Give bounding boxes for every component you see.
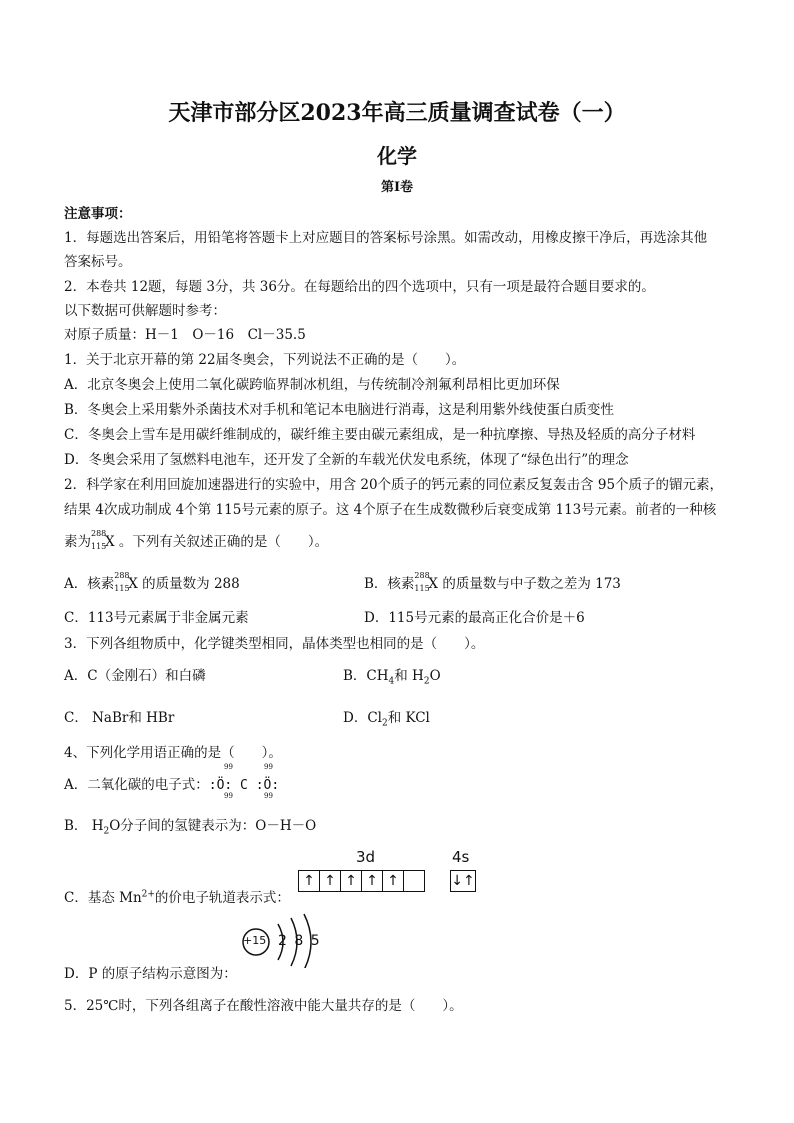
orbital-3d-box: ↑ xyxy=(341,871,362,891)
q4-stem: 4、下列化学用语正确的是（ ）。 xyxy=(64,745,282,761)
part-label: 第Ⅰ卷 xyxy=(380,180,414,195)
q4-c-part1: C．基态 Mn xyxy=(64,890,142,906)
q3-option-c: C． NaBr和 HBr xyxy=(64,710,175,726)
q3-b-sub2: 2 xyxy=(423,676,430,687)
co2-electron-formula: :Ö: C :Ö: xyxy=(208,778,280,793)
notes-item-1: 1．每题选出答案后，用铅笔将答题卡上对应题目的答案标号涂黑。如需改动，用橡皮擦干净后，再选涂其他 xyxy=(64,230,708,246)
notes-item-2: 2．本卷共 12题，每题 3分，共 36分。在每题给出的四个选项中，只有一项是最符合题目要求的。 xyxy=(64,279,655,295)
q3-b-part1: B．CH xyxy=(343,668,389,684)
q1-option-b: B．冬奥会上采用紫外杀菌技术对手机和笔记本电脑进行消毒，这是利用紫外线使蛋白质变性 xyxy=(64,402,614,418)
q2-stem-suffix: X 。下列有关叙述正确的是（ ）。 xyxy=(105,534,329,550)
q2-b-suffix: X 的质量数与中子数之差为 173 xyxy=(428,576,621,592)
q3-d-part1: D．Cl xyxy=(343,710,382,726)
q3-stem: 3．下列各组物质中，化学键类型相同，晶体类型也相同的是（ ）。 xyxy=(64,636,485,652)
orbital-3d-box: ↑ xyxy=(383,871,404,891)
electron-dots-top-left: 99 xyxy=(224,763,233,771)
nuclide-symbol xyxy=(114,570,130,595)
nuclide-symbol xyxy=(91,528,107,553)
atomic-masses: 对原子质量：H－1 O－16 Cl－35.5 xyxy=(64,327,306,343)
atomic-number: 115 xyxy=(414,583,430,593)
subject-title: 化学 xyxy=(377,144,417,168)
q4-option-c xyxy=(64,886,290,906)
notes-item-1-cont: 答案标号。 xyxy=(64,254,132,270)
q3-b-part2: 和 H xyxy=(394,668,424,684)
q2-b-prefix: B．核素 xyxy=(364,576,415,592)
q3-d-sub: 2 xyxy=(381,718,388,729)
q4-a-text: A．二氧化碳的电子式： xyxy=(64,777,209,793)
q4-c-charge: 2+ xyxy=(141,889,155,900)
q3-d-part2: 和 KCl xyxy=(387,710,430,726)
orbital-3d-box: ↑ xyxy=(320,871,341,891)
mass-number: 288 xyxy=(414,570,430,580)
q2-stem-prefix: 素为 xyxy=(64,534,91,550)
orbital-3d-box: ↑ xyxy=(299,871,320,891)
notes-reference: 以下数据可供解题时参考： xyxy=(64,303,226,319)
q1-stem: 1．关于北京开幕的第 22届冬奥会，下列说法不正确的是（ ）。 xyxy=(64,352,466,368)
orbital-3d-boxes xyxy=(298,870,425,892)
q1-option-d: D．冬奥会采用了氢燃料电池车，还开发了全新的车载光伏发电系统，体现了“绿色出行”的理念 xyxy=(64,452,629,468)
q2-stem-line2: 结果 4次成功制成 4个第 115号元素的原子。这 4个原子在生成数微秒后衰变成第 113号元素。前者的一种核 xyxy=(64,502,717,518)
nuclide-symbol xyxy=(414,570,430,595)
nucleus-charge: +15 xyxy=(243,934,267,947)
q4-option-a xyxy=(64,773,279,793)
mass-number: 288 xyxy=(91,528,107,538)
q4-option-b xyxy=(64,814,316,837)
electron-dots-bottom-right: 99 xyxy=(264,792,273,800)
q3-b-sub1: 4 xyxy=(388,676,395,687)
q3-option-a: A．C（金刚石）和白磷 xyxy=(64,668,206,684)
atomic-number: 115 xyxy=(91,541,107,551)
notes-heading: 注意事项： xyxy=(64,206,132,222)
electron-dots-top-right: 99 xyxy=(264,763,273,771)
q4-b-part1: B． H xyxy=(64,818,104,834)
q3-option-d xyxy=(343,706,430,729)
orbital-label-4s: 4s xyxy=(452,848,470,866)
orbital-label-3d: 3d xyxy=(356,848,376,866)
q2-a-suffix: X 的质量数为 288 xyxy=(128,576,240,592)
q2-option-b xyxy=(364,572,621,595)
atomic-number: 115 xyxy=(114,583,130,593)
orbital-4s-cell: ↓↑ xyxy=(451,873,475,889)
q2-a-prefix: A．核素 xyxy=(64,576,115,592)
electron-dots-bottom-left: 99 xyxy=(224,792,233,800)
q4-c-part2: 的价电子轨道表示式： xyxy=(154,890,290,906)
orbital-4s-box xyxy=(450,870,476,892)
q2-option-a xyxy=(64,572,240,595)
q2-option-c: C．113号元素属于非金属元素 xyxy=(64,610,249,626)
orbital-3d-box-empty xyxy=(404,871,424,891)
mass-number: 288 xyxy=(114,570,130,580)
electron-shells: 2 8 5 xyxy=(278,933,320,949)
q1-option-c: C．冬奥会上雪车是用碳纤维制成的，碳纤维主要由碳元素组成，是一种抗摩擦、导热及轻质的高分子材料 xyxy=(64,427,696,443)
q4-b-part2: O分子间的氢键表示为：O－H－O xyxy=(109,818,317,834)
q3-option-b xyxy=(343,664,441,687)
q4-b-sub: 2 xyxy=(103,826,110,837)
q2-option-d: D．115号元素的最高正化合价是＋6 xyxy=(364,610,585,626)
q2-stem-line1: 2．科学家在利用回旋加速器进行的实验中，用含 20个质子的钙元素的同位素反复轰击含 95个质子的镅元素， xyxy=(64,477,724,493)
q4-option-d: D．P 的原子结构示意图为： xyxy=(64,966,237,982)
q1-option-a: A．北京冬奥会上使用二氧化碳跨临界制冰机组，与传统制冷剂氟利昂相比更加环保 xyxy=(64,377,560,393)
orbital-3d-box: ↑ xyxy=(362,871,383,891)
q2-stem-line3 xyxy=(64,530,328,553)
q5-stem: 5．25℃时，下列各组离子在酸性溶液中能大量共存的是（ ）。 xyxy=(64,998,463,1014)
exam-title: 天津市部分区2023年高三质量调查试卷（一） xyxy=(168,100,626,126)
q3-b-part3: O xyxy=(429,668,441,684)
